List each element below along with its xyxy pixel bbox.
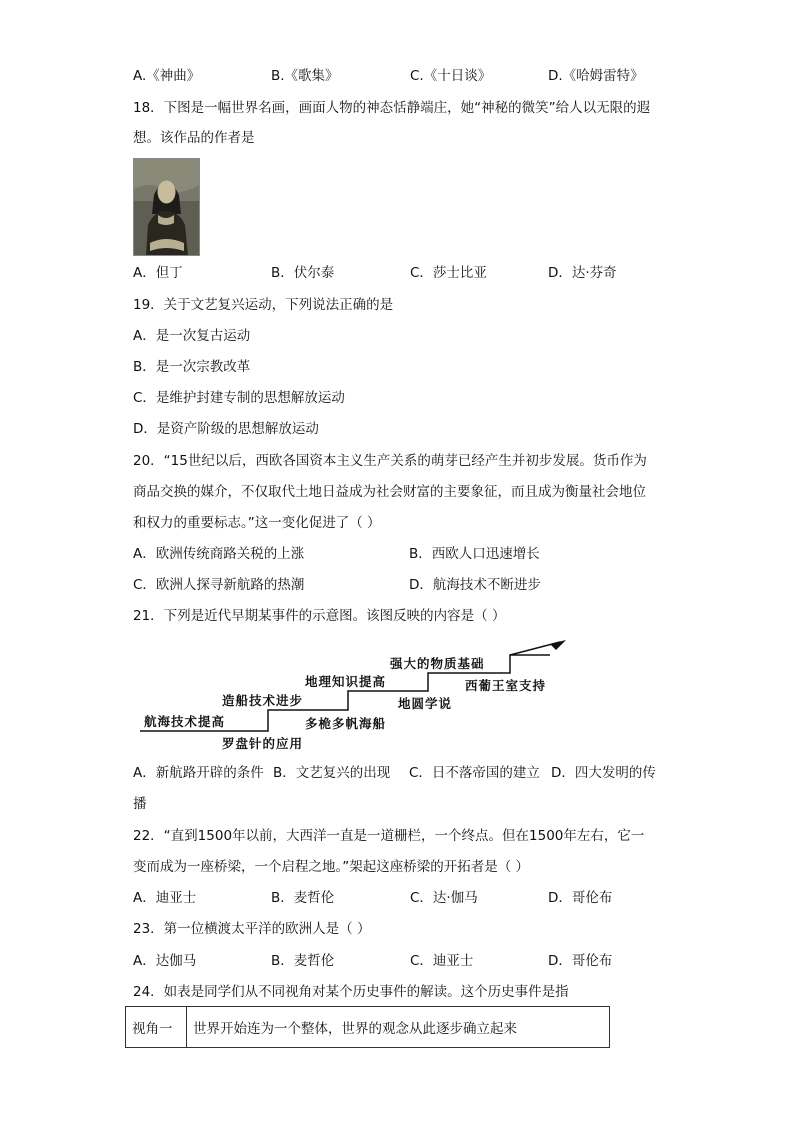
q19-option-d[interactable]: D．是资产阶级的思想解放运动: [133, 421, 319, 437]
q19-option-a[interactable]: A．是一次复古运动: [133, 328, 251, 344]
q18-option-c[interactable]: C．莎士比亚: [410, 265, 487, 281]
below-label-2: 多桅多帆海船: [305, 716, 387, 731]
q23-stem: 23．第一位横渡太平洋的欧洲人是（ ）: [133, 921, 371, 937]
table-cell-view: 视角一: [126, 1007, 187, 1048]
q22-option-a[interactable]: A．迪亚士: [133, 890, 197, 906]
q23-option-d[interactable]: D．哥伦布: [548, 953, 613, 969]
q20-option-d[interactable]: D．航海技术不断进步: [409, 577, 541, 593]
q18-stem-line2: 想。该作品的作者是: [133, 130, 255, 146]
q22-option-c[interactable]: C．达·伽马: [410, 890, 478, 906]
q21-option-d-wrap: 播: [133, 796, 147, 812]
q22-stem-line2: 变而成为一座桥梁，一个启程之地。”架起这座桥梁的开拓者是（ ）: [133, 859, 530, 875]
q24-table: [125, 1006, 610, 1048]
q22-stem-line1: 22．“直到1500年以前，大西洋一直是一道栅栏，一个终点。但在1500年左右，它一: [133, 828, 645, 844]
q21-options: [133, 763, 673, 783]
q18-option-a[interactable]: A．但丁: [133, 265, 183, 281]
q17-option-c[interactable]: C.《十日谈》: [410, 68, 492, 84]
q23-option-a[interactable]: A．达伽马: [133, 953, 197, 969]
q22-option-d[interactable]: D．哥伦布: [548, 890, 613, 906]
q18-options: [133, 263, 673, 283]
q18-stem-line1: 18．下图是一幅世界名画，画面人物的神态恬静端庄，她“神秘的微笑”给人以无限的遐: [133, 100, 651, 116]
q20-options-row1: [133, 544, 673, 564]
q20-option-b[interactable]: B．西欧人口迅速增长: [409, 546, 540, 562]
q21-option-a[interactable]: A．新航路开辟的条件: [133, 765, 264, 781]
q21-staircase-diagram: [140, 630, 580, 755]
q19-stem: 19．关于文艺复兴运动，下列说法正确的是: [133, 297, 394, 313]
q21-option-d[interactable]: D．四大发明的传: [551, 765, 656, 781]
step-label-2: 造船技术进步: [222, 693, 304, 708]
q19-option-b[interactable]: B．是一次宗教改革: [133, 359, 251, 375]
q21-option-b[interactable]: B．文艺复兴的出现: [273, 765, 391, 781]
q17-options: [133, 66, 673, 86]
table-cell-text: 世界开始连为一个整体，世界的观念从此逐步确立起来: [187, 1007, 610, 1048]
below-label-4: 西葡王室支持: [465, 678, 547, 693]
q18-option-b[interactable]: B．伏尔泰: [271, 265, 335, 281]
q21-stem: 21．下列是近代早期某事件的示意图。该图反映的内容是（ ）: [133, 608, 506, 624]
table-row: [126, 1007, 610, 1048]
q20-stem-line3: 和权力的重要标志。”这一变化促进了（ ）: [133, 515, 381, 531]
q21-option-c[interactable]: C．日不落帝国的建立: [409, 765, 540, 781]
q18-option-d[interactable]: D．达·芬奇: [548, 265, 617, 281]
q19-option-c[interactable]: C．是维护封建专制的思想解放运动: [133, 390, 345, 406]
below-label-3: 地圆学说: [398, 696, 453, 711]
q20-option-c[interactable]: C．欧洲人探寻新航路的热潮: [133, 577, 305, 593]
q17-option-b[interactable]: B.《歌集》: [271, 68, 339, 84]
q17-option-d[interactable]: D.《哈姆雷特》: [548, 68, 644, 84]
q24-stem: 24．如表是同学们从不同视角对某个历史事件的解读。这个历史事件是指: [133, 984, 569, 1000]
q17-option-a[interactable]: A.《神曲》: [133, 68, 201, 84]
q20-stem-line1: 20．“15世纪以后，西欧各国资本主义生产关系的萌芽已经产生并初步发展。货币作为: [133, 453, 647, 469]
q23-options: [133, 951, 673, 971]
q22-options: [133, 888, 673, 908]
q23-option-c[interactable]: C．迪亚士: [410, 953, 474, 969]
step-label-4: 强大的物质基础: [390, 656, 485, 671]
step-label-1: 航海技术提高: [144, 714, 226, 729]
step-label-3: 地理知识提高: [305, 674, 387, 689]
q20-options-row2: [133, 575, 673, 595]
q20-stem-line2: 商品交换的媒介，不仅取代土地日益成为社会财富的主要象征，而且成为衡量社会地位: [133, 484, 646, 500]
q22-option-b[interactable]: B．麦哲伦: [271, 890, 335, 906]
below-label-1: 罗盘针的应用: [222, 736, 304, 751]
mona-lisa-painting: [133, 158, 200, 256]
q23-option-b[interactable]: B．麦哲伦: [271, 953, 335, 969]
q20-option-a[interactable]: A．欧洲传统商路关税的上涨: [133, 546, 305, 562]
